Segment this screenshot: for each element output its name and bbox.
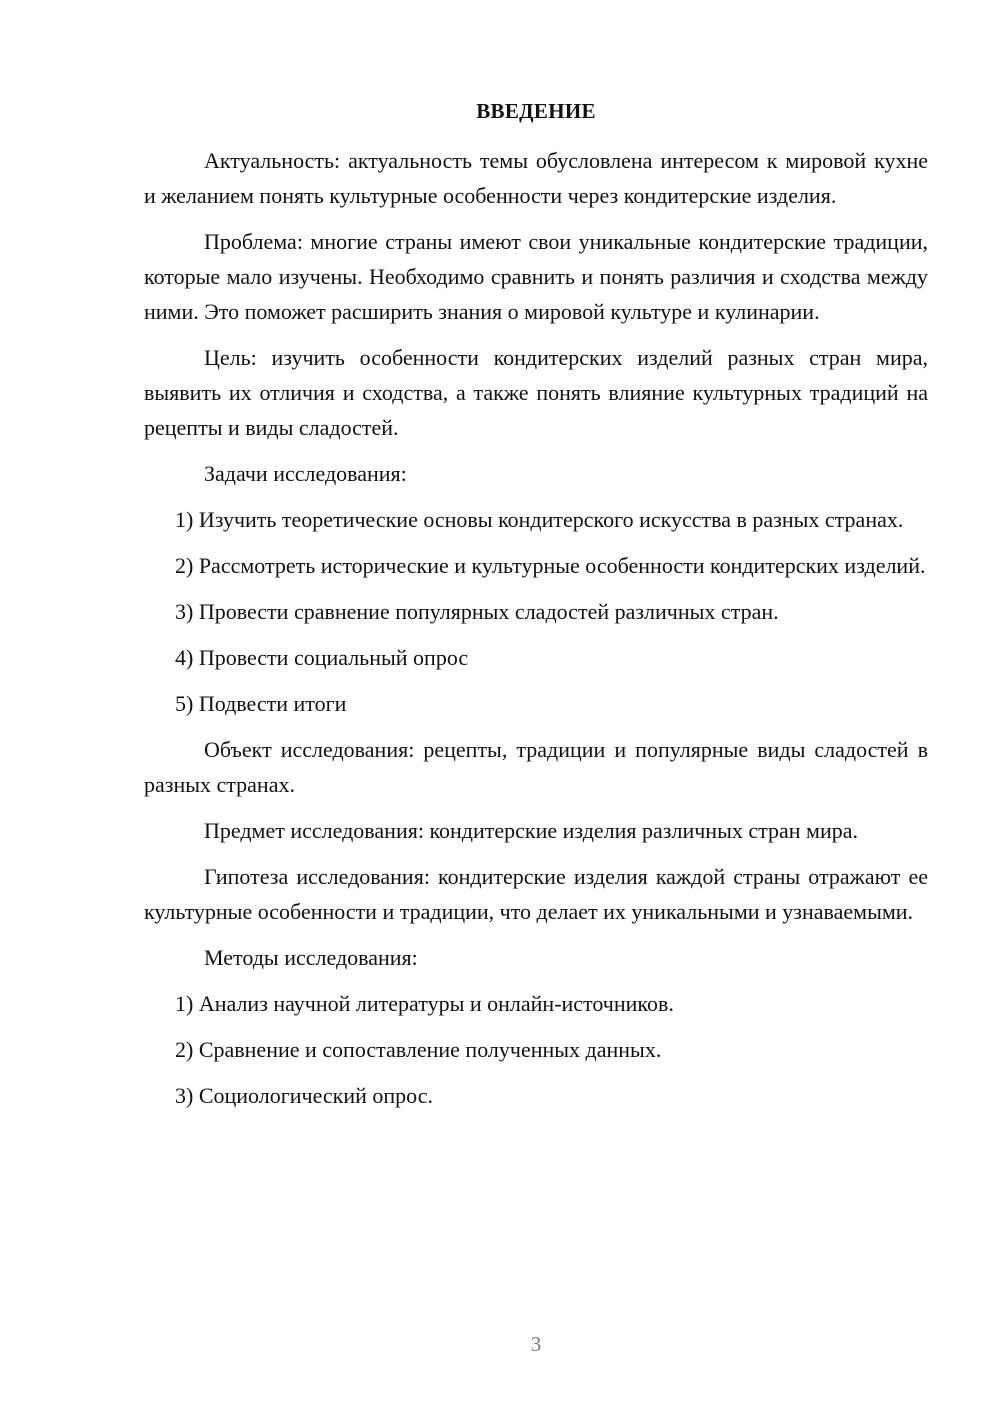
- problem-paragraph: Проблема: многие страны имеют свои уникальные кондитерские традиции, которые мало изучены. Необходимо сравнить и понять различия и сходства между ними. Это поможет расширить знания о мировой культуре и кулинарии.: [144, 229, 928, 324]
- method-item-1: 1) Анализ научной литературы и онлайн-источников.: [175, 991, 674, 1016]
- page-number: 3: [530, 1332, 542, 1356]
- methods-heading: Методы исследования:: [204, 945, 418, 970]
- task-item-5: 5) Подвести итоги: [175, 691, 347, 716]
- method-item-3: 3) Социологический опрос.: [175, 1083, 433, 1108]
- task-item-3: 3) Провести сравнение популярных сладостей различных стран.: [175, 599, 779, 624]
- subject-paragraph: Предмет исследования: кондитерские изделия различных стран мира.: [204, 818, 858, 843]
- task-item-2: 2) Рассмотреть исторические и культурные особенности кондитерских изделий.: [175, 553, 926, 578]
- tasks-heading: Задачи исследования:: [204, 461, 407, 486]
- relevance-paragraph: Актуальность: актуальность темы обусловлена интересом к мировой кухне и желанием понять культурные особенности через кондитерские изделия.: [144, 148, 928, 208]
- task-item-1: 1) Изучить теоретические основы кондитерского искусства в разных странах.: [175, 507, 904, 532]
- method-item-2: 2) Сравнение и сопоставление полученных данных.: [175, 1037, 662, 1062]
- hypothesis-paragraph: Гипотеза исследования: кондитерские изделия каждой страны отражают ее культурные особенности и традиции, что делает их уникальными и узнаваемыми.: [144, 864, 928, 924]
- task-item-4: 4) Провести социальный опрос: [175, 645, 469, 670]
- goal-paragraph: Цель: изучить особенности кондитерских изделий разных стран мира, выявить их отличия и сходства, а также понять влияние культурных традиций на рецепты и виды сладостей.: [144, 345, 928, 440]
- object-paragraph: Объект исследования: рецепты, традиции и популярные виды сладостей в разных странах.: [144, 737, 928, 797]
- page-title: ВВЕДЕНИЕ: [476, 99, 596, 123]
- document-body: [144, 143, 928, 1124]
